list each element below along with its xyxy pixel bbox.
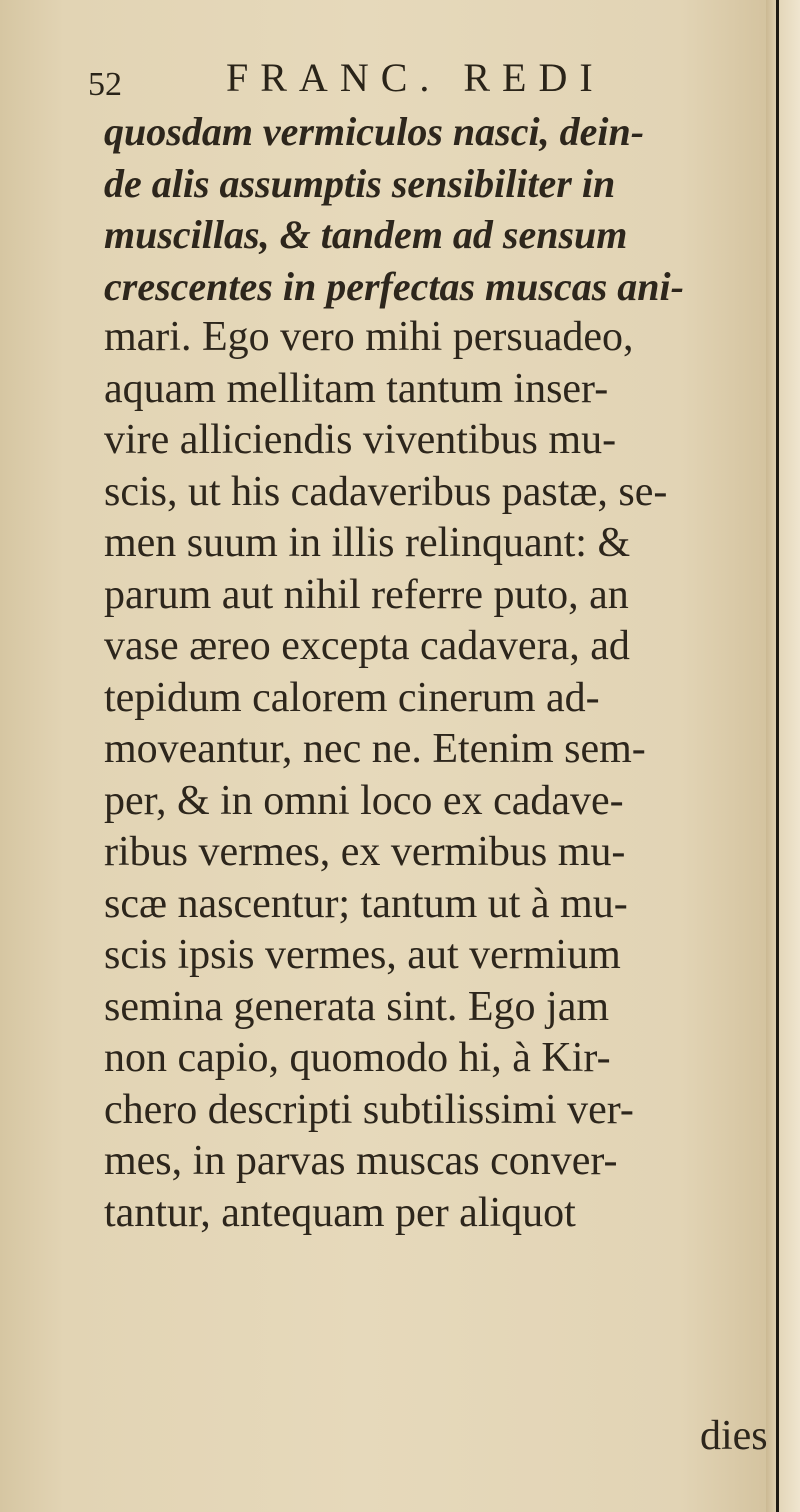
text-line: men suum in illis relinquant: & — [104, 520, 631, 566]
text-line: ribus vermes, ex vermibus mu- — [104, 829, 626, 875]
text-line: parum aut nihil referre puto, an — [104, 571, 629, 618]
catchword: dies — [700, 1413, 768, 1459]
text-line: per, & in omni loco ex cadave- — [104, 777, 624, 824]
text-line: non capio, quomodo hi, à Kir- — [104, 1035, 611, 1081]
text-line: quosdam vermiculos nasci, dein- — [104, 109, 645, 154]
text-line: vire alliciendis viventibus mu- — [104, 417, 617, 463]
text-line: aquam mellitam tantum inser- — [104, 365, 609, 412]
text-line: muscillas, & tandem ad sensum — [104, 212, 628, 257]
text-line: scis ipsis vermes, aut vermium — [104, 932, 621, 978]
text-line: scæ nascentur; tantum ut à mu- — [104, 880, 628, 927]
text-line: chero descripti subtilissimi ver- — [104, 1086, 634, 1133]
page-number: 52 — [88, 66, 122, 103]
text-line: scis, ut his cadaveribus pastæ, se- — [104, 468, 668, 515]
text-line: vase æreo excepta cadavera, ad — [104, 623, 630, 669]
body-text — [104, 106, 768, 1239]
text-line: moveantur, nec ne. Etenim sem- — [104, 726, 646, 772]
text-line: mari. Ego vero mihi persuadeo, — [104, 314, 634, 360]
text-line: de alis assumptis sensibiliter in — [104, 160, 616, 206]
text-line: tantur, antequam per aliquot — [104, 1189, 576, 1236]
text-line: crescentes in perfectas muscas ani- — [104, 263, 684, 309]
gutter-edge-line — [776, 0, 779, 1512]
text-line: semina generata sint. Ego jam — [104, 983, 610, 1030]
text-line: tepidum calorem cinerum ad- — [104, 674, 600, 721]
text-line: mes, in parvas muscas conver- — [104, 1138, 618, 1184]
running-head: FRANC. REDI — [226, 55, 605, 100]
page-gutter — [766, 0, 800, 1512]
